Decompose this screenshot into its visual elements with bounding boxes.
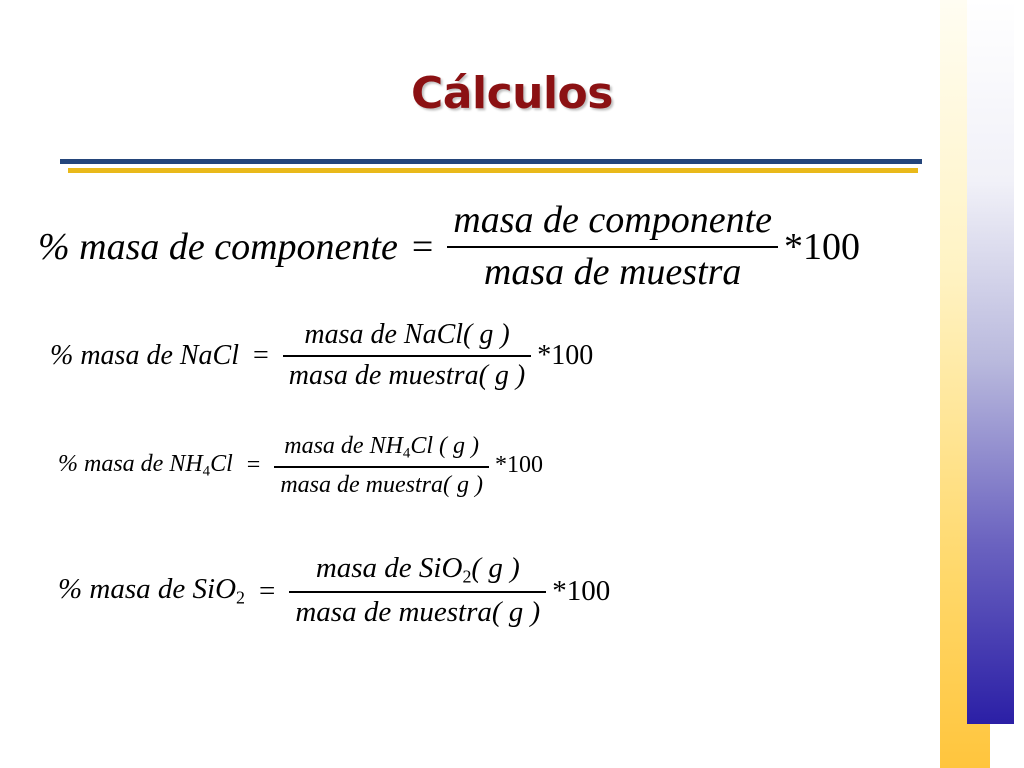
- denominator: masa de muestra( g ): [288, 359, 526, 391]
- equation-lhs: [58, 451, 233, 480]
- lhs-suffix: Cl: [210, 450, 233, 477]
- fraction: [283, 320, 531, 392]
- fraction: [289, 553, 546, 629]
- numerator: masa de componente: [453, 199, 772, 241]
- equals-sign: =: [253, 339, 269, 371]
- denominator: masa de muestra( g ): [280, 471, 483, 498]
- slide-title: Cálculos: [411, 68, 613, 119]
- equation-lhs: [58, 573, 245, 608]
- equals-sign: =: [246, 452, 261, 479]
- equation-nh4cl: [58, 433, 543, 498]
- lhs-prefix: % masa de SiO: [58, 573, 237, 606]
- equals-sign: =: [259, 574, 276, 607]
- multiplier: *100: [537, 339, 594, 371]
- equation-componente: [38, 200, 860, 294]
- numerator-prefix: masa de SiO: [315, 552, 463, 584]
- equation-lhs: % masa de NaCl: [50, 339, 239, 371]
- multiplier: *100: [784, 225, 860, 268]
- fraction: [274, 433, 489, 498]
- lhs-prefix: % masa de NH: [58, 450, 203, 477]
- equation-nacl: [50, 320, 593, 392]
- denominator: masa de muestra: [483, 250, 742, 293]
- numerator-suffix: ( g ): [471, 552, 520, 584]
- numerator: [310, 553, 526, 587]
- multiplier: *100: [552, 574, 611, 607]
- numerator: [278, 433, 485, 462]
- equation-lhs: % masa de componente: [38, 225, 398, 268]
- fraction-line: [289, 591, 546, 593]
- fraction-line: [283, 355, 531, 357]
- denominator: masa de muestra( g ): [295, 596, 541, 629]
- numerator: masa de NaCl( g ): [304, 319, 510, 350]
- fraction-line: [447, 246, 778, 248]
- fraction: [447, 200, 778, 294]
- lhs-subscript: 2: [236, 587, 245, 608]
- equation-sio2: [58, 553, 610, 629]
- numerator-subscript: 4: [402, 445, 411, 462]
- numerator-suffix: Cl ( g ): [410, 433, 480, 459]
- numerator-prefix: masa de NH: [284, 433, 403, 459]
- equals-sign: =: [411, 225, 434, 268]
- multiplier: *100: [494, 452, 543, 479]
- title-rule-gold: [68, 168, 918, 173]
- lhs-subscript: 4: [202, 463, 211, 480]
- numerator-subscript: 2: [462, 566, 472, 587]
- title-rule-blue: [60, 159, 922, 164]
- fraction-line: [274, 466, 489, 468]
